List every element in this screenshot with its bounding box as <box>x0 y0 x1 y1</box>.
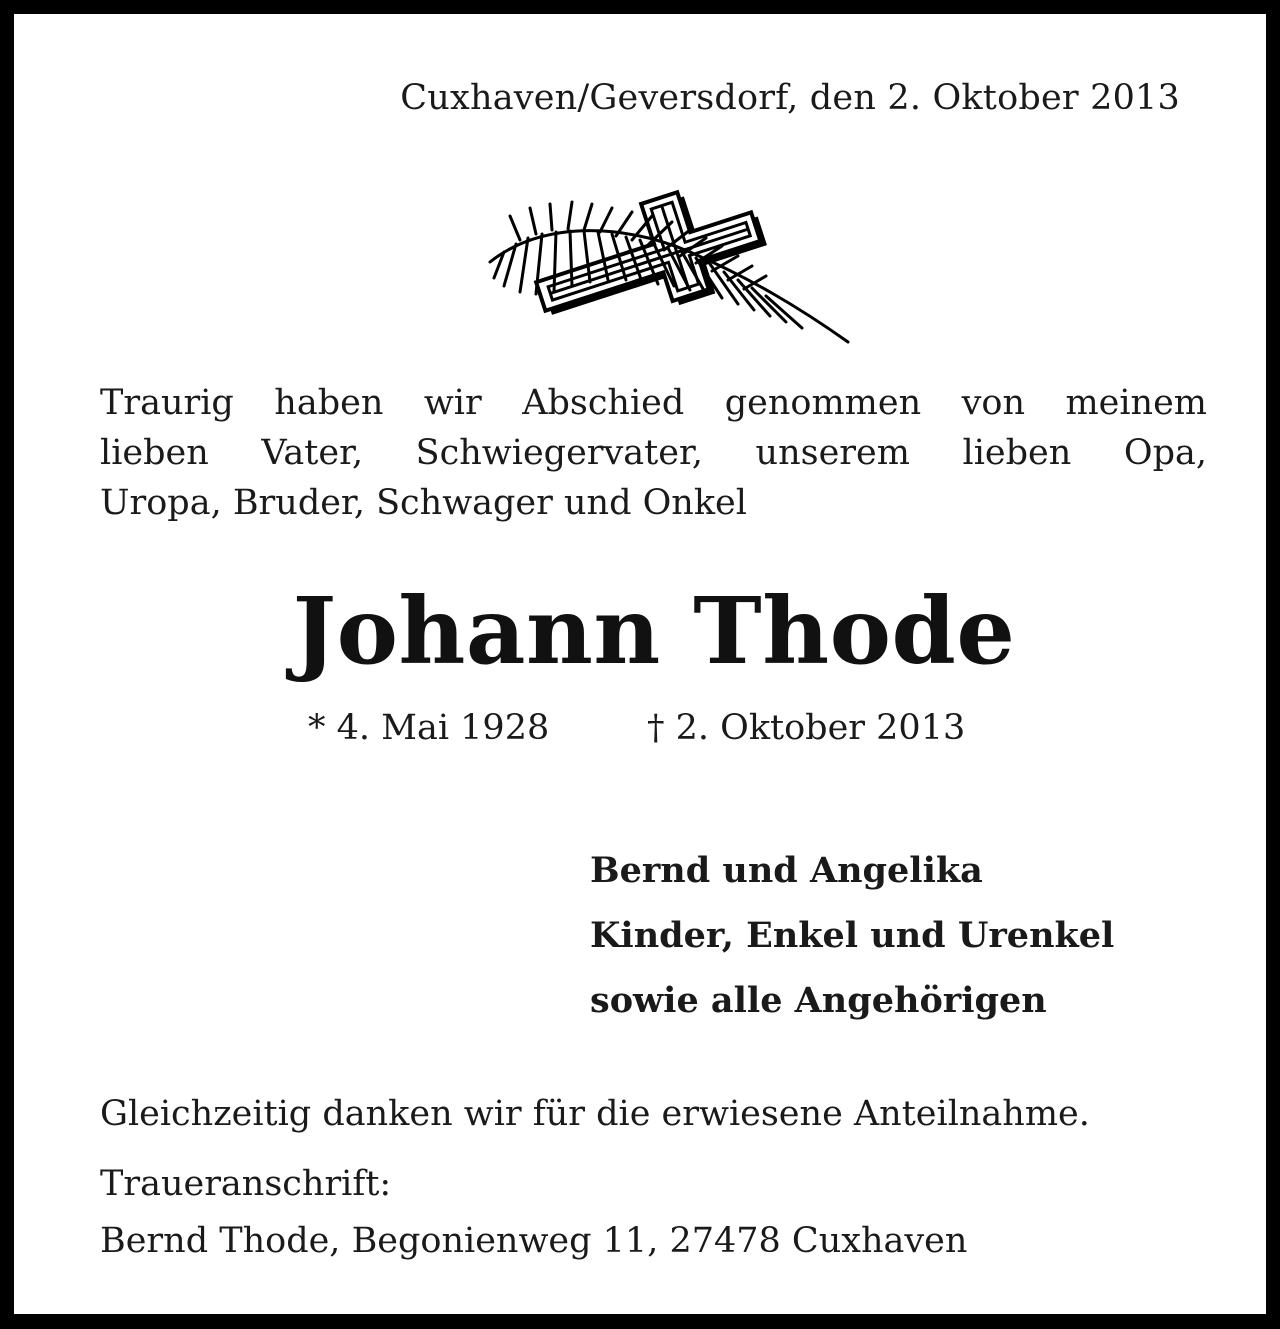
mourning-address: Bernd Thode, Begonienweg 11, 27478 Cuxhaven <box>100 1221 968 1261</box>
intro-line: Traurig haben wir Abschied genommen von meinem <box>100 383 1207 423</box>
thanks-text: Gleichzeitig danken wir für die erwiesene Anteilnahme. <box>100 1094 1090 1134</box>
mourners-list <box>590 838 1114 1033</box>
death-date: † 2. Oktober 2013 <box>647 708 966 748</box>
place-and-date: Cuxhaven/Geversdorf, den 2. Oktober 2013 <box>400 78 1180 118</box>
intro-text <box>100 378 1207 528</box>
deceased-name: Johann Thode <box>292 577 1016 685</box>
intro-line: Uropa, Bruder, Schwager und Onkel <box>100 483 747 523</box>
birth-date: * 4. Mai 1928 <box>308 708 550 748</box>
mourner-line: Bernd und Angelika <box>590 850 983 891</box>
intro-line: lieben Vater, Schwiegervater, unserem lieben Opa, <box>100 433 1207 473</box>
address-label: Traueranschrift: <box>100 1164 392 1204</box>
mourner-line: sowie alle Angehörigen <box>590 980 1047 1021</box>
mourner-line: Kinder, Enkel und Urenkel <box>590 915 1115 956</box>
cross-with-palm-frond-icon <box>480 182 858 346</box>
